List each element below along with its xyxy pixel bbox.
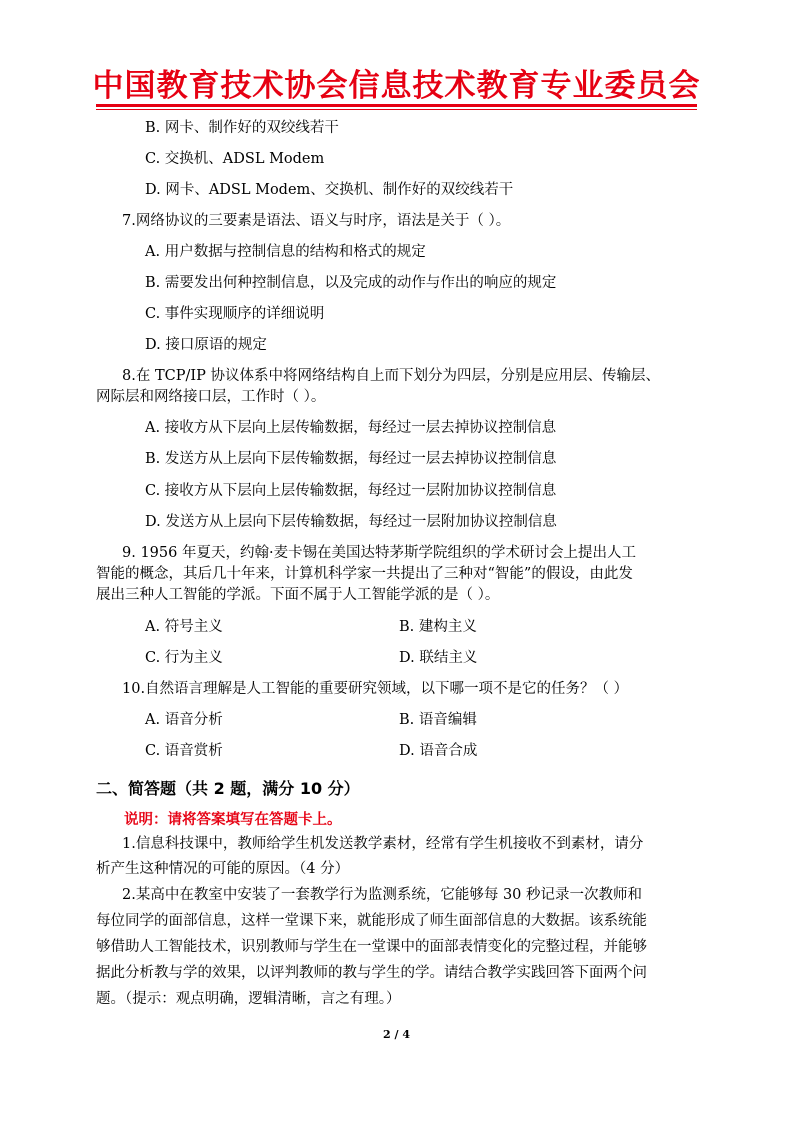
q6-option-d: D. 网卡、ADSL Modem、交换机、制作好的双绞线若干 — [145, 182, 514, 198]
q7-stem: 7.网络协议的三要素是语法、语义与时序，语法是关于（ ）。 — [122, 213, 511, 229]
q8-option-b: B. 发送方从上层向下层传输数据，每经过一层去掉协议控制信息 — [145, 451, 557, 467]
q10-stem: 10.自然语言理解是人工智能的重要研究领域，以下哪一项不是它的任务？（ ） — [122, 681, 629, 697]
q7-option-d: D. 接口原语的规定 — [145, 337, 267, 353]
header-title: 中国教育技术协会信息技术教育专业委员会 — [92, 68, 701, 104]
q9-stem-line3: 展出三种人工智能的学派。下面不属于人工智能学派的是（ ）。 — [96, 587, 500, 603]
section-title: 二、简答题（共 2 题，满分 10 分） — [96, 779, 360, 798]
q10-option-a: A. 语音分析 — [145, 712, 223, 728]
q9-option-b: B. 建构主义 — [399, 619, 477, 635]
sa-q2-line5: 题。（提示：观点明确，逻辑清晰，言之有理。） — [96, 991, 401, 1007]
sa-q1-line1: 1.信息科技课中，教师给学生机发送教学素材，经常有学生机接收不到素材，请分 — [122, 836, 644, 852]
q9-option-a: A. 符号主义 — [145, 619, 223, 635]
q6-option-c: C. 交换机、ADSL Modem — [145, 151, 325, 167]
q7-option-c: C. 事件实现顺序的详细说明 — [145, 306, 325, 322]
q9-stem-line1: 9. 1956 年夏天，约翰·麦卡锡在美国达特茅斯学院组织的学术研讨会上提出人工 — [122, 545, 637, 561]
header-rule-thin — [96, 109, 697, 110]
page-number: 2 / 4 — [383, 1028, 410, 1041]
sa-q2-line2: 每位同学的面部信息，这样一堂课下来，就能形成了师生面部信息的大数据。该系统能 — [96, 913, 647, 929]
q8-option-a: A. 接收方从下层向上层传输数据，每经过一层去掉协议控制信息 — [145, 420, 557, 436]
q8-option-d: D. 发送方从上层向下层传输数据，每经过一层附加协议控制信息 — [145, 514, 557, 530]
q7-option-a: A. 用户数据与控制信息的结构和格式的规定 — [145, 244, 426, 260]
sa-q2-line3: 够借助人工智能技术，识别教师与学生在一堂课中的面部表情变化的完整过程，并能够 — [96, 939, 647, 955]
q9-option-c: C. 行为主义 — [145, 650, 223, 666]
answer-note: 说明：请将答案填写在答题卡上。 — [124, 812, 342, 828]
sa-q2-line1: 2.某高中在教室中安装了一套教学行为监测系统，它能够每 30 秒记录一次教师和 — [122, 887, 643, 903]
q8-stem-line2: 网际层和网络接口层，工作时（ ）。 — [96, 389, 326, 405]
q9-option-d: D. 联结主义 — [399, 650, 478, 666]
q9-stem-line2: 智能的概念，其后几十年来，计算机科学家一共提出了三种对“智能”的假设，由此发 — [96, 566, 633, 582]
q8-stem-line1: 8.在 TCP/IP 协议体系中将网络结构自上而下划分为四层，分别是应用层、传输层、 — [122, 368, 660, 384]
q7-option-b: B. 需要发出何种控制信息，以及完成的动作与作出的响应的规定 — [145, 275, 557, 291]
sa-q2-line4: 据此分析教与学的效果，以评判教师的教与学生的学。请结合教学实践回答下面两个问 — [96, 965, 647, 981]
header-rule-thick — [96, 104, 697, 107]
q10-option-d: D. 语音合成 — [399, 743, 478, 759]
q8-option-c: C. 接收方从下层向上层传输数据，每经过一层附加协议控制信息 — [145, 483, 557, 499]
q10-option-b: B. 语音编辑 — [399, 712, 477, 728]
q6-option-b: B. 网卡、制作好的双绞线若干 — [145, 120, 339, 136]
q10-option-c: C. 语音赏析 — [145, 743, 223, 759]
sa-q1-line2: 析产生这种情况的可能的原因。（4 分） — [96, 861, 350, 877]
